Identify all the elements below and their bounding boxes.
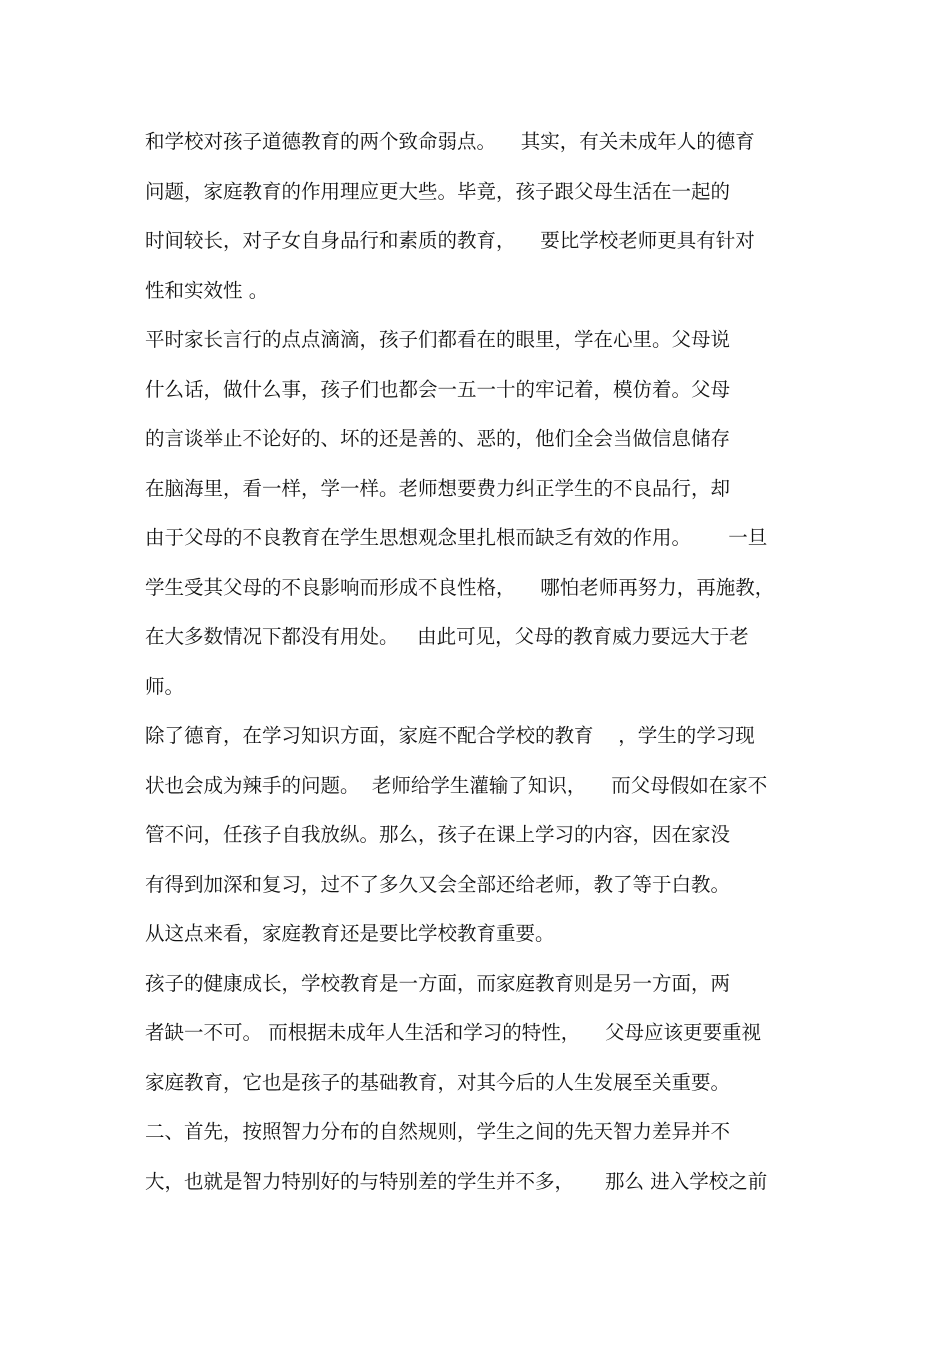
text-line: 什么话，做什么事，孩子们也都会一五一十的牢记着，模仿着。父母 (145, 377, 731, 401)
text-line: 和学校对孩子道德教育的两个致命弱点。 其实，有关未成年人的德育 (145, 130, 755, 153)
document-body (145, 122, 815, 1211)
text-line: 从这点来看，家庭教育还是要比学校教育重要。 (145, 922, 555, 945)
text-line: 除了德育，在学习知识方面，家庭不配合学校的教育 ，学生的学习现 (145, 724, 755, 747)
text-line: 家庭教育，它也是孩子的基础教育，对其今后的人生发展至关重要。 (145, 1070, 731, 1094)
text-line: 状也会成为辣手的问题。 老师给学生灌输了知识， 而父母假如在家不 (145, 773, 768, 797)
text-line: 者缺一不可。 而根据未成年人生活和学习的特性， 父母应该更要重视 (145, 1021, 761, 1044)
text-line: 管不问，任孩子自我放纵。那么，孩子在课上学习的内容，因在家没 (145, 823, 731, 846)
text-line: 大，也就是智力特别好的与特别差的学生并不多， 那么 进入学校之前 (145, 1169, 768, 1193)
text-line: 学生受其父母的不良影响而形成不良性格， 哪怕老师再努力，再施教， (145, 575, 775, 599)
text-line: 的言谈举止不论好的、坏的还是善的、恶的，他们全会当做信息储存 (145, 427, 731, 450)
text-line: 时间较长，对子女自身品行和素质的教育， 要比学校老师更具有针对 (145, 229, 755, 252)
text-line: 二、首先，按照智力分布的自然规则，学生之间的先天智力差异并不 (145, 1120, 731, 1143)
text-line: 有得到加深和复习，过不了多久又会全部还给老师，教了等于白教。 (145, 872, 731, 896)
text-line: 平时家长言行的点点滴滴，孩子们都看在的眼里，学在心里。父母说 (145, 328, 731, 351)
text-line: 性和实效性 。 (145, 278, 269, 302)
text-line: 师。 (145, 674, 185, 698)
text-line: 问题，家庭教育的作用理应更大些。毕竟，孩子跟父母生活在一起的 (145, 179, 731, 203)
text-line: 在脑海里，看一样，学一样。老师想要费力纠正学生的不良品行，却 (145, 476, 731, 500)
text-line: 在大多数情况下都没有用处。 由此可见，父母的教育威力要远大于老 (145, 625, 749, 648)
text-line: 由于父母的不良教育在学生思想观念里扎根而缺乏有效的作用。 一旦 (145, 526, 768, 549)
text-line: 孩子的健康成长，学校教育是一方面，而家庭教育则是另一方面，两 (145, 971, 731, 995)
